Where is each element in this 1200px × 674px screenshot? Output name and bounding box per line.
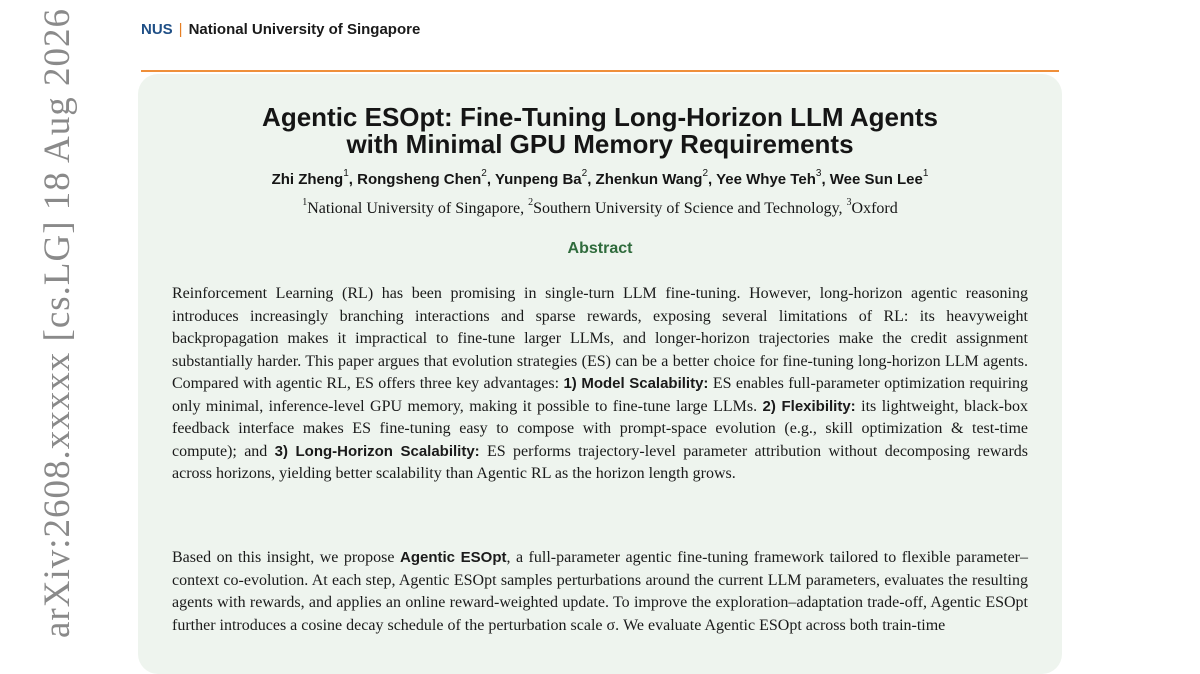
author: Zhenkun Wang$^2$ (595, 168, 709, 188)
affiliation: $^1$National University of Singapore (302, 197, 521, 217)
institution-short: NUS (141, 20, 173, 38)
abstract-card (138, 74, 1062, 674)
header-rule (141, 70, 1059, 72)
institution-header (141, 18, 420, 40)
affiliation: $^2$Southern University of Science and Technology (528, 197, 839, 217)
author-list: Zhi Zheng$^1$, Rongsheng Chen$^2$, Yunpeng Ba$^2$, Zhenkun Wang$^2$, Yee Whye Teh$^3$, Wee Sun Lee$^1$ (271, 168, 929, 188)
institution-name: National University of Singapore (188, 20, 421, 38)
author: Yee Whye Teh$^3$ (716, 168, 822, 188)
title-line-1: Agentic ESOpt: Fine-Tuning Long-Horizon LLM Agents (262, 102, 938, 132)
header-separator: | (178, 20, 183, 38)
author: Wee Sun Lee$^1$ (829, 168, 929, 188)
author: Zhi Zheng$^1$ (271, 168, 349, 188)
abstract-heading: Abstract (567, 240, 633, 257)
title-line-2: with Minimal GPU Memory Requirements (346, 129, 854, 159)
paper-title (138, 104, 1062, 158)
arxiv-stamp (12, 8, 96, 648)
abstract-paragraph-2: Based on this insight, we propose Agentic ESOpt, a full-parameter agentic fine-tuning framework tailored to flexible parameter–context co-evolution. At each step, Agentic ESOpt samples perturbations around the current LLM parameters, evaluates the resulting agents with rewards, and applies an online reward-weighted update. To improve the exploration–adaptation trade-off, Agentic ESOpt further introduces a cosine decay schedule of the perturbation scale σ. We evaluate Agentic ESOpt across both train-time (172, 549, 1029, 634)
affiliation-list: $^1$National University of Singapore, $^2$Southern University of Science and Technology, $^3$Oxford (302, 197, 898, 217)
abstract-paragraph-1: Reinforcement Learning (RL) has been promising in single-turn LLM fine-tuning. However, long-horizon agentic reasoning introduces increasingly branching interactions and sparse rewards, exposing several limitations of RL: its heavyweight backpropagation makes it impractical to fine-tune larger LLMs, and longer-horizon trajectories make the credit assignment substantially harder. This paper argues that evolution strategies (ES) can be a better choice for fine-tuning long-horizon LLM agents. Compared with agentic RL, ES offers three key advantages: 1) Model Scalability: ES enables full-parameter optimization requiring only minimal, inference-level GPU memory, making it possible to fine-tune large LLMs. 2) Flexibility: its lightweight, black-box feedback interface makes ES fine-tuning easy to compose with prompt-space evolution (e.g., skill optimization & test-time compute); and 3) Long-Horizon Scalability: ES performs trajectory-level parameter attribution without decomposing rewards across horizons, yielding better scalability than Agentic RL as the horizon length grows. (172, 285, 1029, 482)
affiliation: $^3$Oxford (846, 197, 898, 217)
author: Yunpeng Ba$^2$ (494, 168, 588, 188)
arxiv-stamp-text: arXiv:2608.xxxxx [cs.LG] 18 Aug 2026 (37, 8, 78, 638)
author: Rongsheng Chen$^2$ (357, 168, 487, 188)
